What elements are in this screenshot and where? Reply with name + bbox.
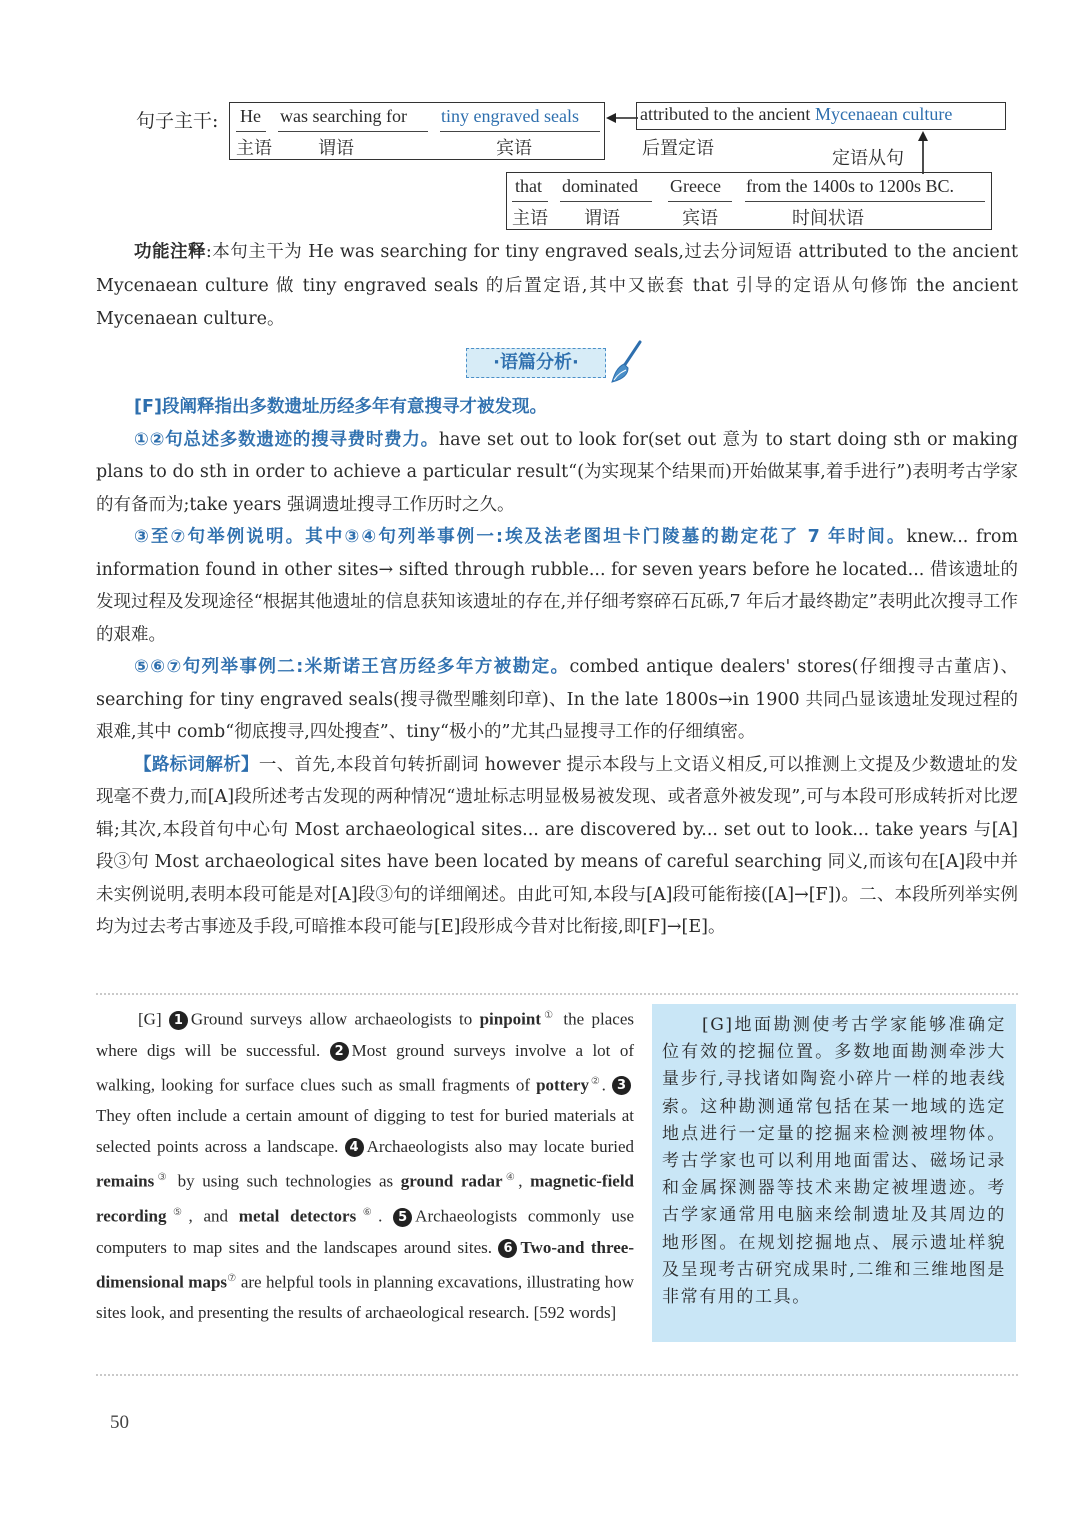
sentence-number: 5 (393, 1208, 412, 1227)
translation-text: [G]地面勘测使考古学家能够准确定位有效的挖掘位置。多数地面勘测牵涉大量步行,寻找诸如陶瓷小碎片一样的地表线索。这种勘测通常包括在某一地域的选定地点进行一定量的挖掘来检测被埋物体。考古学家也可以利用地面雷达、磁场记录和金属探测器等技术来勘定被埋遗迹。考古学家通常用电脑来绘制遗址及其周边的地形图。在规划挖掘地点、展示遗址样貌及呈现考古研究成果时,二维和三维地图是非常有用的工具。 (662, 1015, 1006, 1308)
clause-subject-role: 主语 (512, 208, 548, 229)
section-title: ·语篇分析· (466, 348, 606, 378)
function-note (96, 236, 1018, 337)
clause-subject-word: that (515, 176, 542, 196)
divider (96, 993, 1018, 995)
underline (560, 201, 652, 202)
translation-box (652, 1004, 1016, 1342)
function-note-label: 功能注释 (134, 242, 206, 262)
brush-icon (610, 340, 646, 384)
underline (745, 201, 985, 202)
page-number: 50 (110, 1412, 129, 1433)
signpost-analysis: 【路标词解析】一、首先,本段首句转折副词 however 提示本段与上文语义相反,可以推测上文提及少数遗址的发现毫不费力,而[A]段所述考古发现的两种情况“遗址标志明显极易被发现、或者意外被发现”,可与本段可形成转折对比逻辑;其次,本段首句中心句 Most archaeological sites... are discovered by... set out to look... take years 与[A]段③句 Most archaeological sites have been located by means of careful searching 同义,而该句在[A]段中并未实例说明,表明本段可能是对[A]段③句的详细阐述。由此可知,本段与[A]段可能衔接([A]→[F])。二、本段所列举实例均为过去考古事迹及手段,可暗推本段可能与[E]段形成今昔对比衔接,即[F]→[E]。 (96, 754, 1019, 937)
paragraph-label: [G] (138, 1009, 162, 1029)
analysis-section (96, 391, 1018, 944)
sentence-number: 3 (612, 1076, 631, 1095)
attribute-role: 后置定语 (642, 138, 714, 159)
analysis-point-2: ③至⑦句举例说明。其中③④句列举事例一:埃及法老图坦卡门陵墓的勘定花了 7 年时间。knew... from information found in other sites→ sifted through rubble... for seven years before he located... 借该遗址的发现过程及发现途径“根据其他遗址的信息获知该遗址的存在,并仔细考察碎石瓦砾,7 年后才最终勘定”表明此次搜寻工作的艰难。 (96, 527, 1019, 645)
clause-label: 定语从句 (832, 148, 904, 169)
arrow-left-icon (604, 108, 640, 128)
underline (440, 131, 600, 132)
word-count: [592 words] (533, 1303, 617, 1323)
divider (96, 1374, 1018, 1376)
main-clause-label: 句子主干: (136, 110, 219, 132)
analysis-summary: [F]段阐释指出多数遗址历经多年有意搜寻才被发现。 (134, 397, 547, 417)
sentence-number: 2 (330, 1042, 349, 1061)
clause-object-role: 宾语 (682, 208, 718, 229)
function-note-text: :本句主干为 He was searching for tiny engraved seals,过去分词短语 attributed to the ancient Mycenaean culture 做 tiny engraved seals 的后置定语,其中又嵌套 that 引导的定语从句修饰 the ancient Mycenaean culture。 (96, 242, 1018, 329)
clause-time-adverbial: from the 1400s to 1200s BC. (746, 176, 955, 196)
subject-role: 主语 (236, 138, 272, 159)
clause-object-word: Greece (670, 176, 721, 196)
sentence-number: 6 (498, 1239, 517, 1258)
clause-predicate-word: dominated (562, 176, 638, 196)
arrow-up-icon (915, 130, 931, 174)
clause-adverbial-role: 时间状语 (792, 208, 864, 229)
paragraph-g: [G] 1 Ground surveys allow archaeologists to pinpoint① the places where digs will be successful. 2 Most ground surveys involve a lot of walking, looking for surface clues such as small fragments of pottery②. 3They often include a certain amount of digging to test for buried materials at selected points across a landscape. 4 Archaeologists also may locate buried remains③ by using such technologies as ground radar④, magnetic-field recording⑤, and metal detectors⑥. 5 Archaeologists commonly use computers to map sites and the landscapes around sites. 6 Two-and three-dimensional maps⑦ are helpful tools in planning excavations, illustrating how sites look, and presenting the results of archaeological research. [592 words] (96, 1009, 635, 1323)
clause-predicate-role: 谓语 (584, 208, 620, 229)
underline (668, 201, 732, 202)
subject-word: He (240, 106, 261, 126)
predicate-words: was searching for (280, 106, 407, 126)
analysis-point-1: ①②句总述多数遗迹的搜寻费时费力。have set out to look for(set out 意为 to start doing sth or making plans to do sth in order to achieve a particular result“(为实现某个结果而)开始做某事,着手进行”)表明考古学家的有备而为;take years 强调遗址搜寻工作历时之久。 (96, 429, 1018, 515)
sentence-number: 4 (345, 1138, 364, 1157)
sentence-number: 1 (169, 1011, 188, 1030)
object-role: 宾语 (496, 138, 532, 159)
underline (512, 201, 548, 202)
underline (278, 131, 428, 132)
predicate-role: 谓语 (318, 138, 354, 159)
object-words: tiny engraved seals (441, 106, 579, 126)
analysis-point-3: ⑤⑥⑦句列举事例二:米斯诺王宫历经多年方被勘定。combed antique dealers' stores(仔细搜寻古董店)、searching for tiny engraved seals(搜寻微型雕刻印章)、In the late 1800s→in 1900 共同凸显该遗址发现过程的艰难,其中 comb“彻底搜寻,四处搜查”、tiny“极小的”尤其凸显搜寻工作的仔细缜密。 (96, 657, 1018, 742)
attribute-phrase: attributed to the ancient Mycenaean culture (640, 104, 953, 124)
underline (236, 131, 266, 132)
section-title-wrap (466, 344, 646, 384)
